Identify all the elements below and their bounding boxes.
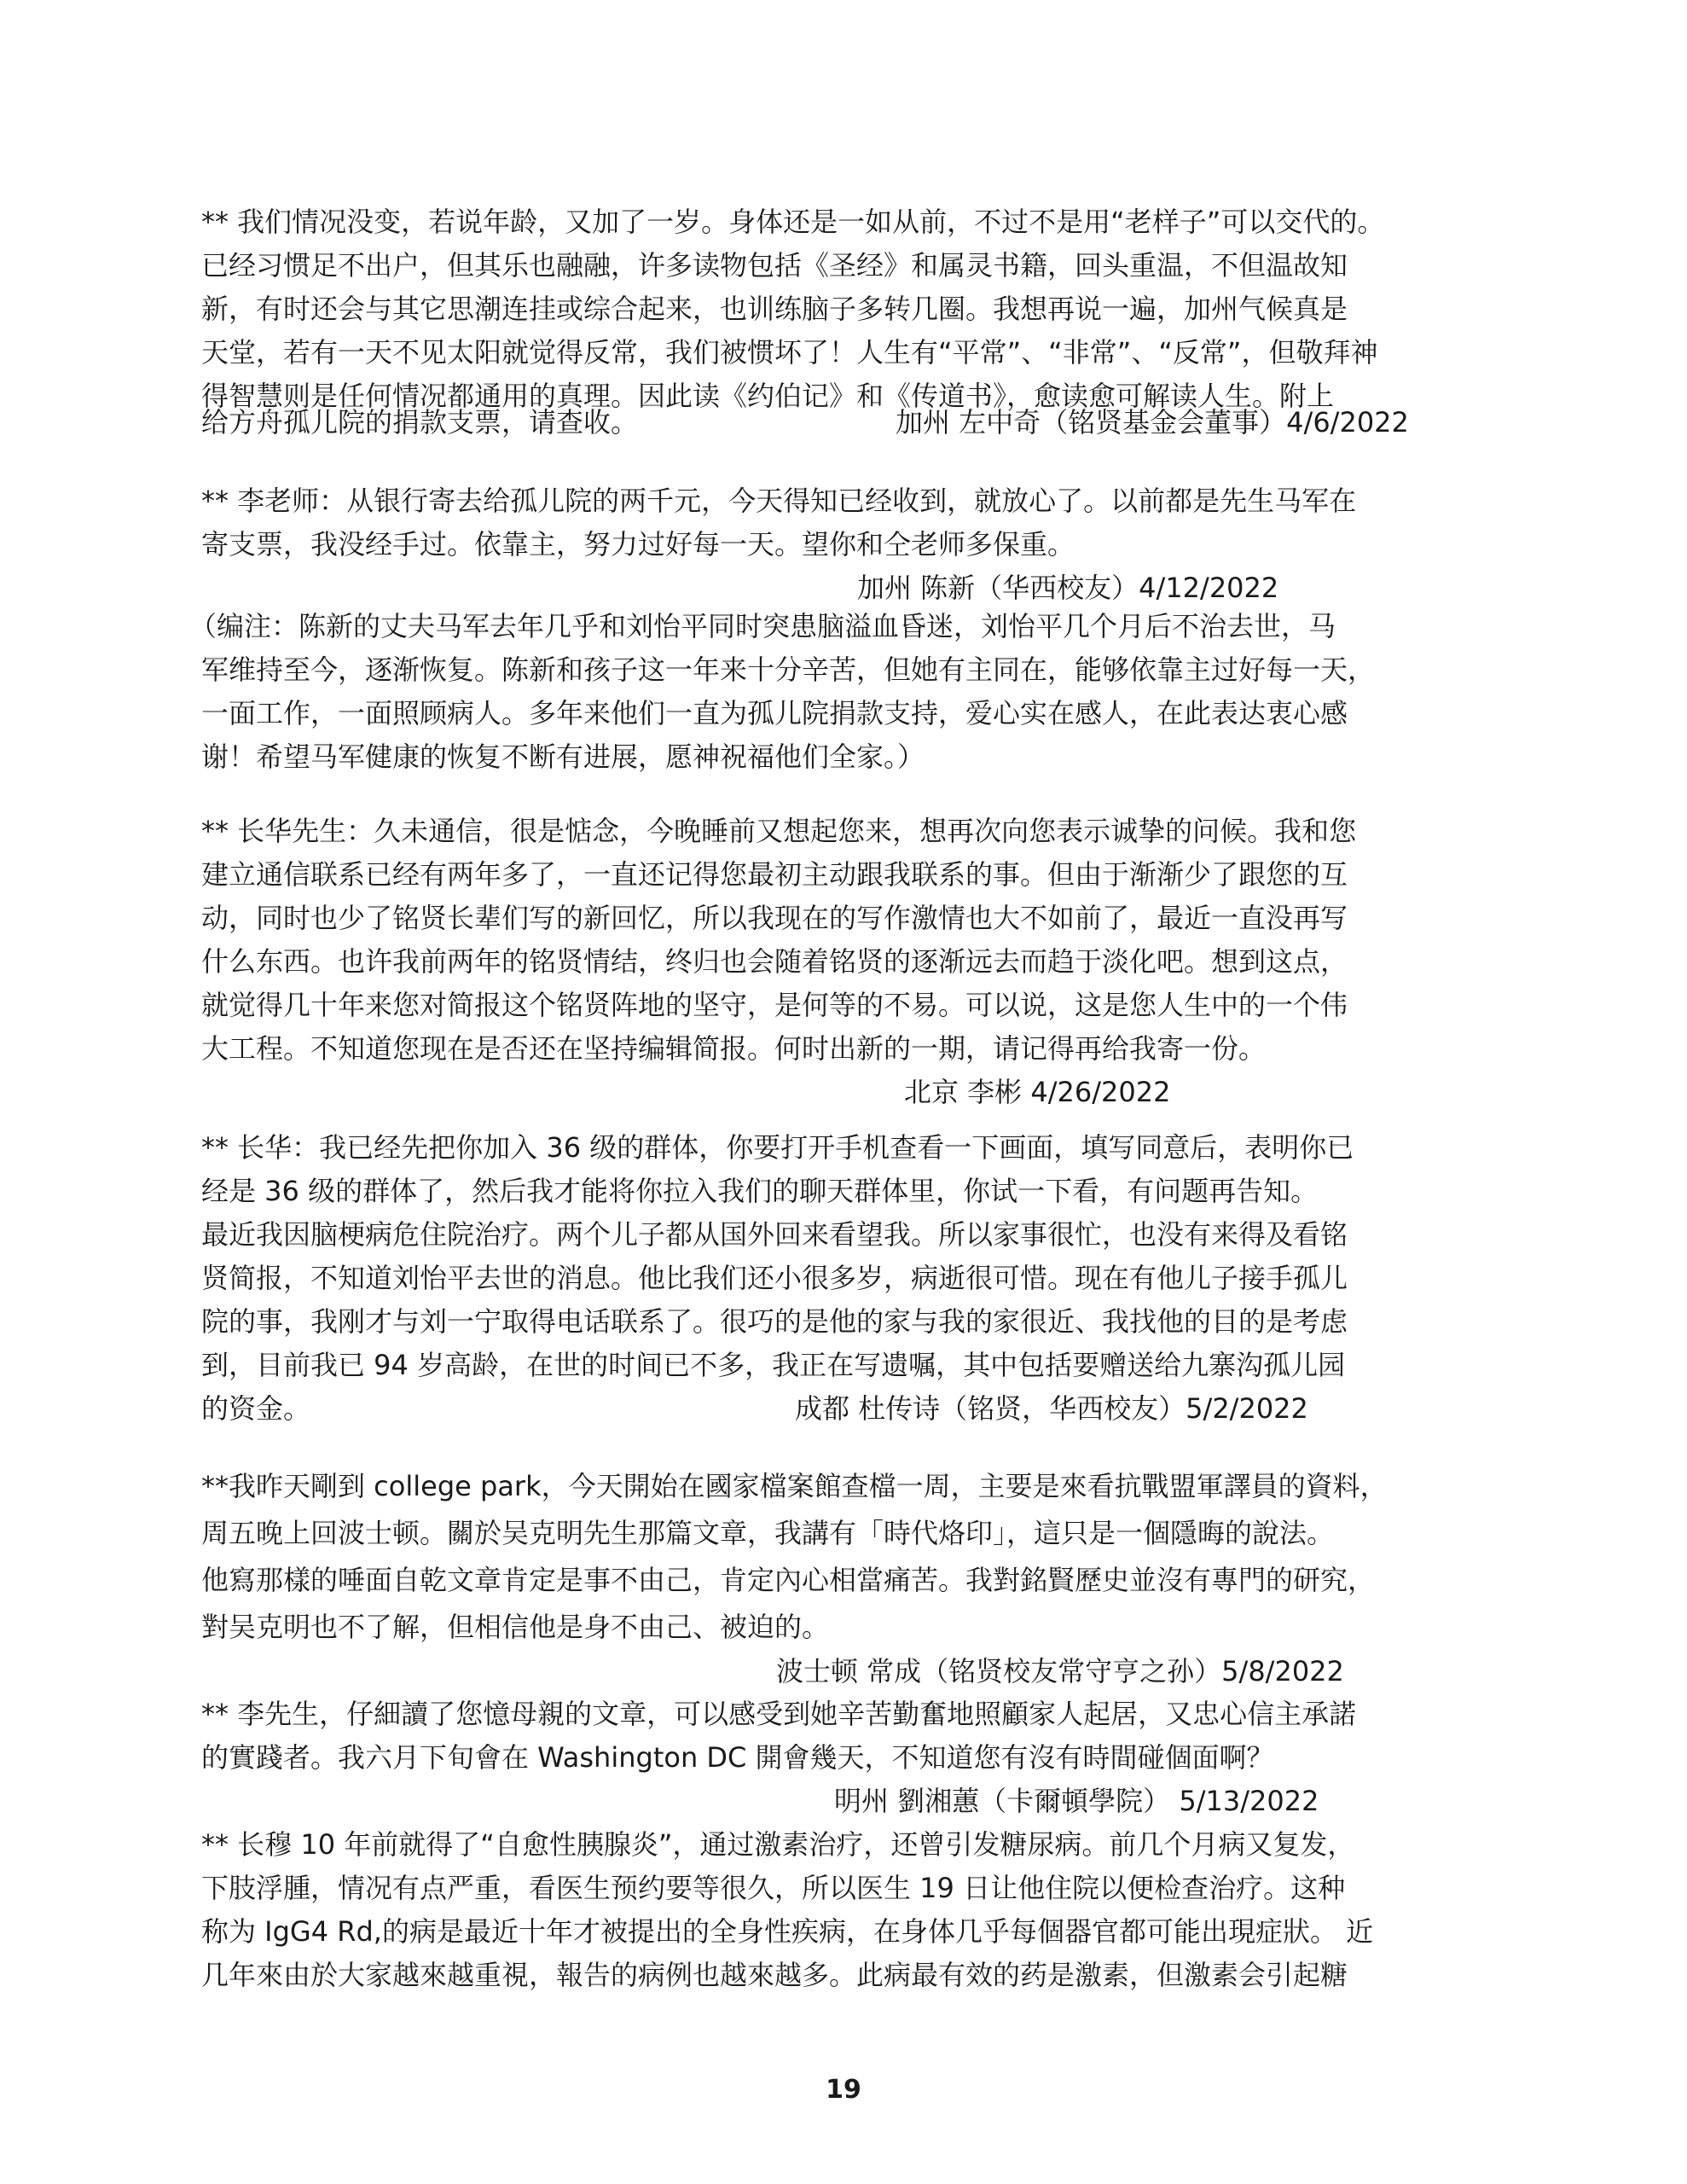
letter-7-line-4: 几年來由於大家越來越重視，報告的病例也越來越多。此病最有效的药是激素，但激素会引起糖: [201, 1959, 1348, 1991]
editor-note-line-3: 一面工作，一面照顾病人。多年来他们一直为孤儿院捐款支持，爱心实在感人，在此表达衷心感: [201, 697, 1348, 729]
letter-7-line-1: ** 长穆 10 年前就得了“自愈性胰腺炎”，通过激素治疗，还曾引发糖尿病。前几个月病又复发，: [201, 1828, 1355, 1861]
letter-3-line-1: ** 长华先生：久未通信，很是惦念，今晚睡前又想起您来，想再次向您表示诚挚的问候。我和您: [201, 815, 1357, 847]
letter-5-line-4: 對吴克明也不了解，但相信他是身不由己、被迫的。: [201, 1611, 830, 1643]
letter-1-line-2: 已经习惯足不出户，但其乐也融融，许多读物包括《圣经》和属灵书籍，回头重温，不但温故知: [201, 249, 1348, 282]
letter-3-signature: 北京 李彬 4/26/2022: [904, 1076, 1171, 1108]
letter-5-line-1: **我昨天剛到 college park，今天開始在國家檔案館查檔一周，主要是來看抗戰盟軍譯員的資料，: [201, 1470, 1388, 1502]
letter-4-line-3: 最近我因脑梗病危住院治疗。两个儿子都从国外回来看望我。所以家事很忙，也没有来得及看铭: [201, 1218, 1348, 1251]
letter-4-line-1: ** 长华：我已经先把你加入 36 级的群体，你要打开手机查看一下画面，填写同意后，表明你已: [201, 1131, 1354, 1164]
letter-7-line-2: 下肢浮腫，情况有点严重，看医生预约要等很久，所以医生 19 日让他住院以便检查治疗。这种: [201, 1872, 1346, 1904]
letter-3-line-5: 就觉得几十年来您对简报这个铭贤阵地的坚守，是何等的不易。可以说，这是您人生中的一个伟: [201, 989, 1348, 1021]
letter-4-signature: 成都 杜传诗（铭贤，华西校友）5/2/2022: [795, 1392, 1308, 1425]
letter-5-line-2: 周五晚上回波士顿。關於吴克明先生那篇文章，我講有「時代烙印」，這只是一個隱晦的說法。: [201, 1517, 1335, 1549]
letter-4-line-4: 贤简报，不知道刘怡平去世的消息。他比我们还小很多岁，病逝很可惜。现在有他儿子接手孤儿: [201, 1262, 1348, 1294]
letter-7-line-3: 称为 IgG4 Rd,的病是最近十年才被提出的全身性疾病，在身体几乎每個器官都可能出現症狀。 近: [201, 1915, 1374, 1948]
letter-1-line-5: 得智慧则是任何情况都通用的真理。因此读《约伯记》和《传道书》，愈读愈可解读人生。附上: [201, 380, 1335, 412]
letter-1-signature: 加州 左中奇（铭贤基金会董事）4/6/2022: [896, 406, 1409, 439]
editor-note-line-1: （编注：陈新的丈夫马军去年几乎和刘怡平同时突患脑溢血昏迷，刘怡平几个月后不治去世，马: [189, 610, 1336, 642]
letter-2-line-2: 寄支票，我没经手过。依靠主，努力过好每一天。望你和仝老师多保重。: [201, 528, 1075, 561]
letter-1-line-6: 给方舟孤儿院的捐款支票，请查收。: [201, 406, 639, 439]
letter-6-line-1: ** 李先生，仔細讀了您憶母親的文章，可以感受到她辛苦勤奮地照顧家人起居，又忠心信主承諾: [201, 1698, 1357, 1730]
letter-2-signature: 加州 陈新（华西校友）4/12/2022: [857, 572, 1279, 604]
letter-5-signature: 波士顿 常成（铭贤校友常守亨之孙）5/8/2022: [776, 1655, 1344, 1687]
letter-4-line-6: 到，目前我已 94 岁高龄，在世的时间已不多，我正在写遗嘱，其中包括要赠送给九寨沟孤儿园: [201, 1349, 1346, 1381]
editor-note-line-4: 谢！希望马军健康的恢复不断有进展，愿神祝福他们全家。）: [201, 741, 925, 773]
letter-2-line-1: ** 李老师：从银行寄去给孤儿院的两千元，今天得知已经收到，就放心了。以前都是先生马军在: [201, 485, 1357, 517]
page-number: 19: [826, 2075, 861, 2105]
letter-3-line-2: 建立通信联系已经有两年多了，一直还记得您最初主动跟我联系的事。但由于渐渐少了跟您的互: [201, 858, 1348, 891]
editor-note-line-2: 军维持至今，逐渐恢复。陈新和孩子这一年来十分辛苦，但她有主同在，能够依靠主过好每一天，: [201, 653, 1376, 686]
letter-3-line-3: 动，同时也少了铭贤长辈们写的新回忆，所以我现在的写作激情也大不如前了，最近一直没再写: [201, 902, 1348, 934]
letter-4-line-2: 经是 36 级的群体了，然后我才能将你拉入我们的聊天群体里，你试一下看，有问题再告知。: [201, 1175, 1319, 1207]
letter-4-line-5: 院的事，我刚才与刘一宁取得电话联系了。很巧的是他的家与我的家很近、我找他的目的是考虑: [201, 1305, 1348, 1338]
letter-6-signature: 明州 劉湘蕙（卡爾頓學院） 5/13/2022: [834, 1785, 1319, 1817]
letter-3-line-6: 大工程。不知道您现在是否还在坚持编辑简报。何时出新的一期，请记得再给我寄一份。: [201, 1032, 1267, 1065]
letter-1-line-4: 天堂，若有一天不见太阳就觉得反常，我们被惯坏了！人生有“平常”、“非常”、“反常”，但敬拜神: [201, 336, 1378, 369]
letter-1-line-1: ** 我们情况没变，若说年龄，又加了一岁。身体还是一如从前，不过不是用“老样子”可以交代的。: [201, 206, 1385, 238]
letter-3-line-4: 什么东西。也许我前两年的铭贤情结，终归也会随着铭贤的逐渐远去而趋于淡化吧。想到这点，: [201, 945, 1348, 978]
letter-6-line-2: 的實踐者。我六月下旬會在 Washington DC 開會幾天，不知道您有沒有時間碰個面啊？: [201, 1741, 1274, 1774]
letter-4-line-7: 的资金。: [201, 1392, 311, 1425]
letter-5-line-3: 他寫那樣的唾面自乾文章肯定是事不由己，肯定內心相當痛苦。我對銘賢歷史並沒有專門的研究，: [201, 1564, 1376, 1596]
letter-1-line-3: 新，有时还会与其它思潮连挂或综合起来，也训练脑子多转几圈。我想再说一遍，加州气候真是: [201, 293, 1348, 325]
